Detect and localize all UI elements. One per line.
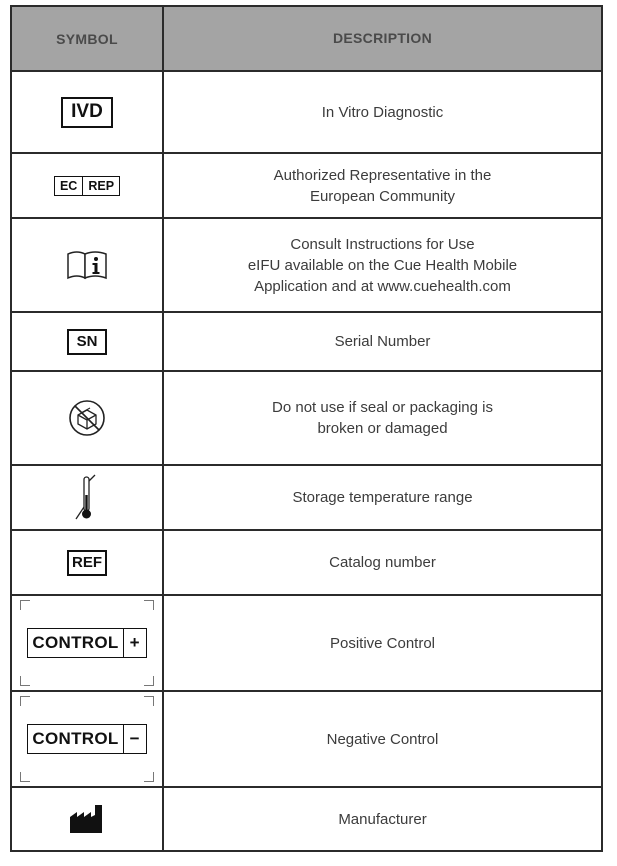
description-text: Positive Control [329,634,436,652]
crop-mark [20,696,30,706]
ec-label: EC [59,178,78,193]
description-text: Storage temperature range [292,489,473,506]
table-row [12,692,601,788]
control-label: CONTROL [32,633,119,652]
thermometer-icon [70,473,104,523]
table-row [12,531,601,596]
instructions-icon [65,248,109,282]
description-text: Do not use if seal or packaging is [272,399,493,416]
table-row [12,596,601,692]
description-text: Application and at www.cuehealth.com [254,277,511,295]
description-text: Negative Control [326,730,439,748]
table-row [12,788,601,850]
plus-sign: + [123,629,146,657]
table-row [12,219,601,313]
table-row [12,72,601,154]
table-row [12,372,601,466]
description-text: eIFU available on the Cue Health Mobile [247,256,518,274]
table-row [12,154,601,219]
ref-icon: REF [67,550,107,576]
crop-mark [144,676,154,686]
symbol-table [10,5,603,852]
positive-control-icon [27,628,146,658]
table-row [12,313,601,372]
description-text: In Vitro Diagnostic [321,103,444,121]
header-symbol: SYMBOL [12,7,164,70]
description-text: Authorized Representative in the [273,166,492,184]
description-text: Consult Instructions for Use [290,235,475,253]
crop-mark [144,696,154,706]
negative-control-icon [27,724,146,754]
rep-label: REP [82,177,119,195]
minus-sign: − [123,725,146,753]
description-text: Manufacturer [338,810,427,828]
description-text: broken or damaged [317,420,448,437]
description-text: European Community [309,187,456,205]
header-description: DESCRIPTION [333,30,432,46]
control-label: CONTROL [32,729,119,748]
description-text: Catalog number [329,554,436,571]
crop-mark [144,600,154,610]
crop-mark [20,772,30,782]
crop-mark [20,600,30,610]
do-not-use-damaged-icon [67,398,107,438]
table-row [12,466,601,531]
crop-mark [144,772,154,782]
manufacturer-icon [68,803,106,835]
crop-mark [20,676,30,686]
ivd-icon: IVD [61,97,113,128]
serial-number-icon: SN [67,329,107,355]
ec-rep-icon [54,176,120,196]
table-header-row [12,7,601,72]
description-text: Serial Number [334,333,431,350]
